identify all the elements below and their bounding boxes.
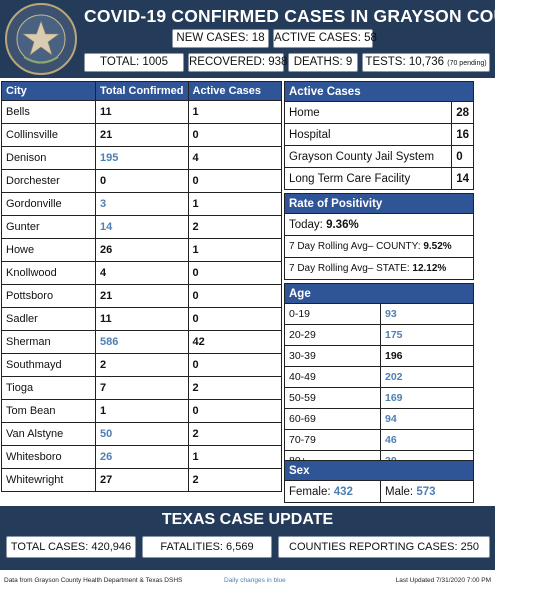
positivity-label: 7 Day Rolling Avg– STATE: [289,263,410,274]
footer-source: Data from Grayson County Health Department & Texas DSHS [4,577,183,584]
table-row [285,102,474,124]
city-name: Howe [2,239,96,262]
texas-counties-stat: COUNTIES REPORTING CASES: 250 [278,536,490,558]
table-row [2,147,282,170]
city-active-cases: 2 [188,469,281,492]
sex-title: Sex [285,461,474,481]
age-range: 30-39 [285,346,381,367]
city-name: Sherman [2,331,96,354]
table-row [2,331,282,354]
age-count: 94 [381,409,474,430]
age-title: Age [285,284,474,304]
new-cases-stat: NEW CASES: 18 [172,29,269,48]
location-label: Grayson County Jail System [285,146,452,168]
city-total-confirmed: 11 [96,101,189,124]
age-count: 93 [381,304,474,325]
city-active-cases: 1 [188,239,281,262]
table-row [285,214,474,236]
texas-fatalities-stat: FATALITIES: 6,569 [142,536,272,558]
footer-updated: Last Updated 7/31/2020 7:00 PM [395,577,491,584]
city-active-cases: 1 [188,101,281,124]
city-total-confirmed: 50 [96,423,189,446]
table-row [285,258,474,280]
city-name: Van Alstyne [2,423,96,446]
table-row [285,236,474,258]
table-row [285,346,474,367]
positivity-label: 7 Day Rolling Avg– COUNTY: [289,241,421,252]
city-name: Gunter [2,216,96,239]
city-total-confirmed: 26 [96,239,189,262]
location-label: Long Term Care Facility [285,168,452,190]
positivity-value: 12.12% [412,263,447,274]
table-row [285,168,474,190]
city-total-confirmed: 4 [96,262,189,285]
age-table [284,283,474,472]
city-name: Knollwood [2,262,96,285]
city-total-confirmed: 0 [96,170,189,193]
table-row [2,193,282,216]
city-active-cases: 2 [188,377,281,400]
city-name: Whitesboro [2,446,96,469]
table-row [285,146,474,168]
city-active-cases: 0 [188,124,281,147]
table-row [2,101,282,124]
age-range: 40-49 [285,367,381,388]
city-active-cases: 0 [188,354,281,377]
female-label: Female: [289,485,331,498]
city-total-confirmed: 3 [96,193,189,216]
city-total-confirmed: 2 [96,354,189,377]
city-active-cases: 42 [188,331,281,354]
table-row [285,367,474,388]
column-header-active: Active Cases [188,82,281,101]
texas-update-banner [0,506,495,570]
city-total-confirmed: 14 [96,216,189,239]
age-count: 169 [381,388,474,409]
age-range: 0-19 [285,304,381,325]
age-count: 46 [381,430,474,451]
active-cases-title: Active Cases [285,82,474,102]
age-range: 60-69 [285,409,381,430]
city-name: Dorchester [2,170,96,193]
location-value: 14 [452,168,474,190]
location-label: Hospital [285,124,452,146]
city-total-confirmed: 21 [96,124,189,147]
city-total-confirmed: 7 [96,377,189,400]
city-total-confirmed: 586 [96,331,189,354]
location-value: 0 [452,146,474,168]
city-active-cases: 4 [188,147,281,170]
age-range: 20-29 [285,325,381,346]
city-name: Whitewright [2,469,96,492]
table-row [2,377,282,400]
age-count: 202 [381,367,474,388]
header-banner [0,0,542,78]
city-total-confirmed: 26 [96,446,189,469]
location-value: 28 [452,102,474,124]
active-cases-stat: ACTIVE CASES: 58 [273,29,373,48]
table-row [285,481,474,503]
table-row [2,239,282,262]
city-name: Tioga [2,377,96,400]
city-name: Sadler [2,308,96,331]
table-row [285,409,474,430]
table-row [2,308,282,331]
texas-total-stat: TOTAL CASES: 420,946 [6,536,136,558]
table-row [285,304,474,325]
male-value: 573 [416,485,436,498]
city-active-cases: 1 [188,446,281,469]
city-active-cases: 2 [188,216,281,239]
table-row [2,262,282,285]
table-row [2,400,282,423]
deaths-stat: DEATHS: 9 [288,53,358,72]
city-name: Gordonville [2,193,96,216]
city-table-header [2,82,282,101]
city-active-cases: 2 [188,423,281,446]
positivity-label: Today: [289,218,323,231]
table-row [2,285,282,308]
city-name: Bells [2,101,96,124]
table-row [285,325,474,346]
city-name: Collinsville [2,124,96,147]
city-name: Denison [2,147,96,170]
city-total-confirmed: 27 [96,469,189,492]
active-cases-table [284,81,474,190]
tests-value: TESTS: 10,736 [365,56,445,68]
location-label: Home [285,102,452,124]
sex-table [284,460,474,503]
city-name: Pottsboro [2,285,96,308]
positivity-value: 9.52% [423,241,452,252]
texas-title: TEXAS CASE UPDATE [161,511,334,528]
male-label: Male: [385,485,414,498]
city-active-cases: 0 [188,285,281,308]
city-active-cases: 0 [188,170,281,193]
recovered-stat: RECOVERED: 938 [188,53,284,72]
city-name: Tom Bean [2,400,96,423]
age-count: 175 [381,325,474,346]
city-active-cases: 0 [188,262,281,285]
table-row [285,430,474,451]
city-table [1,81,282,492]
page-title: COVID-19 CONFIRMED CASES IN GRAYSON COUNTY [84,6,542,26]
county-seal-icon [4,2,78,76]
table-row [2,446,282,469]
city-total-confirmed: 195 [96,147,189,170]
tests-stat [362,53,490,72]
city-total-confirmed: 11 [96,308,189,331]
column-header-city: City [2,82,96,101]
table-row [2,469,282,492]
table-row [2,354,282,377]
table-row [285,124,474,146]
positivity-value: 9.36% [326,218,359,231]
city-active-cases: 0 [188,308,281,331]
female-value: 432 [333,485,353,498]
footer-legend: Daily changes in blue [224,577,286,584]
table-row [285,388,474,409]
city-total-confirmed: 21 [96,285,189,308]
city-active-cases: 0 [188,400,281,423]
table-row [2,423,282,446]
age-range: 50-59 [285,388,381,409]
table-row [2,124,282,147]
table-row [2,216,282,239]
table-row [2,170,282,193]
positivity-table [284,193,474,280]
column-header-total: Total Confirmed [96,82,189,101]
age-range: 70-79 [285,430,381,451]
positivity-title: Rate of Positivity [285,194,474,214]
city-total-confirmed: 1 [96,400,189,423]
total-stat: TOTAL: 1005 [84,53,184,72]
age-count: 196 [381,346,474,367]
city-active-cases: 1 [188,193,281,216]
tests-pending-note: (70 pending) [447,60,487,67]
city-name: Southmayd [2,354,96,377]
location-value: 16 [452,124,474,146]
